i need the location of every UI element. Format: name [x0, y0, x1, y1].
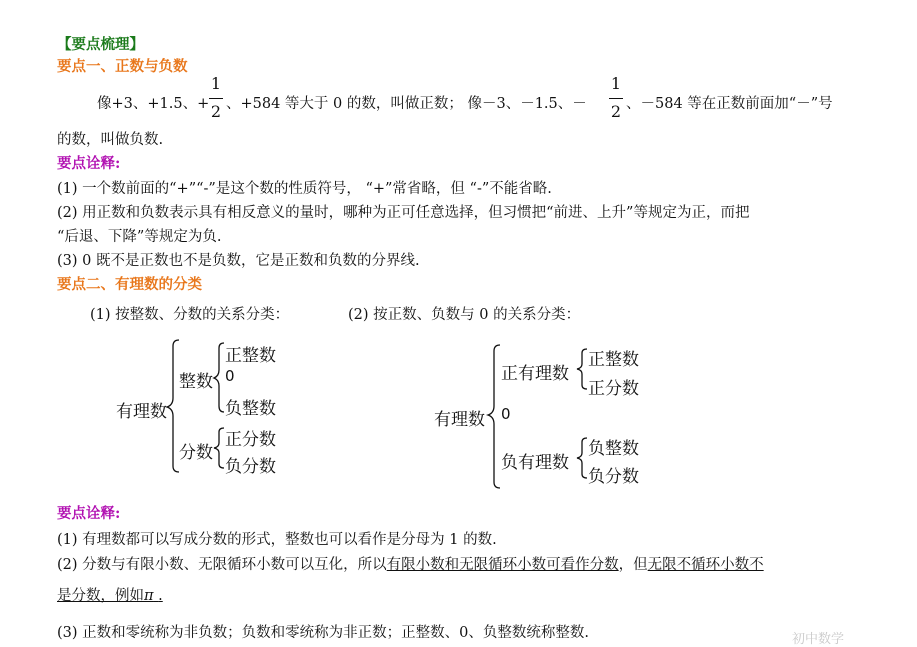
d1-pos-frac: 正分数 — [225, 430, 276, 450]
d1-zero: 0 — [225, 367, 235, 385]
d1-root-label: 有理数 — [116, 402, 167, 422]
d1-neg-frac: 负分数 — [225, 457, 276, 477]
d2-root-label: 有理数 — [434, 410, 485, 430]
d1-fraction-label: 分数 — [179, 443, 213, 463]
explain1-item-2-cont: “后退、下降”等规定为负. — [57, 229, 222, 245]
explain2-item-3-end: . — [158, 588, 163, 604]
point1-line1-a: 像+3、+1.5、+ — [97, 96, 210, 112]
frac1-denominator: 2 — [210, 102, 222, 121]
explain2-item-2 — [57, 553, 764, 574]
watermark: 初中数学 — [792, 632, 845, 647]
d2-pos-int: 正整数 — [588, 350, 639, 370]
point1-line1-b: 、+584 等大于 0 的数，叫做正数； 像－3、－1.5、－ — [226, 96, 587, 112]
d1-neg-int: 负整数 — [225, 399, 276, 419]
d2-neg-int: 负整数 — [588, 439, 639, 459]
pi-symbol: π — [144, 588, 154, 604]
explain1-title: 要点诠释: — [57, 155, 121, 172]
explain2-item-2-underline-1: 有限小数和无限循环小数可看作分数 — [386, 557, 619, 573]
frac2-numerator: 1 — [610, 74, 622, 93]
d2-neg-frac: 负分数 — [588, 467, 639, 487]
brace-d1-integer — [214, 343, 224, 412]
brace-d1-fraction — [214, 428, 224, 468]
d1-pos-int: 正整数 — [225, 346, 276, 366]
point1-title: 要点一、正数与负数 — [57, 58, 188, 75]
point2-title: 要点二、有理数的分类 — [57, 276, 202, 293]
brace-d2-positive — [577, 349, 587, 389]
point1-line1-c: 、－584 等在正数前面加“－”号 — [626, 96, 833, 112]
explain2-item-4: (3) 正数和零统称为非负数；负数和零统称为非正数；正整数、0、负整数统称整数. — [57, 625, 589, 641]
d2-neg-rational: 负有理数 — [501, 453, 569, 473]
explain2-item-3-text: 是分数，例如 — [57, 588, 144, 604]
explain2-item-2-underline-2: 无限不循环小数不 — [647, 557, 764, 573]
explain1-item-3: (3) 0 既不是正数也不是负数，它是正数和负数的分界线. — [57, 253, 420, 269]
explain2-item-3-underline — [57, 588, 163, 604]
frac2-denominator: 2 — [610, 102, 622, 121]
explain1-item-1: (1) 一个数前面的“+”“-”是这个数的性质符号， “+”常省略，但 “-”不能省略. — [57, 181, 552, 197]
explain2-item-2-cont — [57, 584, 163, 605]
section-header: 【要点梳理】 — [57, 36, 144, 53]
brace-d1-root — [167, 340, 179, 472]
explain2-item-1: (1) 有理数都可以写成分数的形式，整数也可以看作是分母为 1 的数. — [57, 532, 497, 548]
point2-sub1: (1) 按整数、分数的关系分类： — [90, 307, 290, 323]
point2-sub2: (2) 按正数、负数与 0 的关系分类： — [348, 307, 581, 323]
frac1-numerator: 1 — [210, 74, 222, 93]
explain2-title: 要点诠释: — [57, 505, 121, 522]
d2-pos-frac: 正分数 — [588, 379, 639, 399]
brace-d2-root — [488, 345, 500, 488]
brace-d2-negative — [577, 438, 587, 478]
explain2-item-2-b: ，但 — [618, 557, 648, 573]
explain1-item-2: (2) 用正数和负数表示具有相反意义的量时，哪种为正可任意选择，但习惯把“前进、上升”等规定为正，而把 — [57, 205, 750, 221]
d1-integer-label: 整数 — [179, 372, 213, 392]
d2-pos-rational: 正有理数 — [501, 364, 569, 384]
point1-line2: 的数，叫做负数. — [57, 132, 164, 148]
explain2-item-2-a: (2) 分数与有限小数、无限循环小数可以互化，所以 — [57, 557, 387, 573]
d2-zero: 0 — [501, 405, 511, 423]
